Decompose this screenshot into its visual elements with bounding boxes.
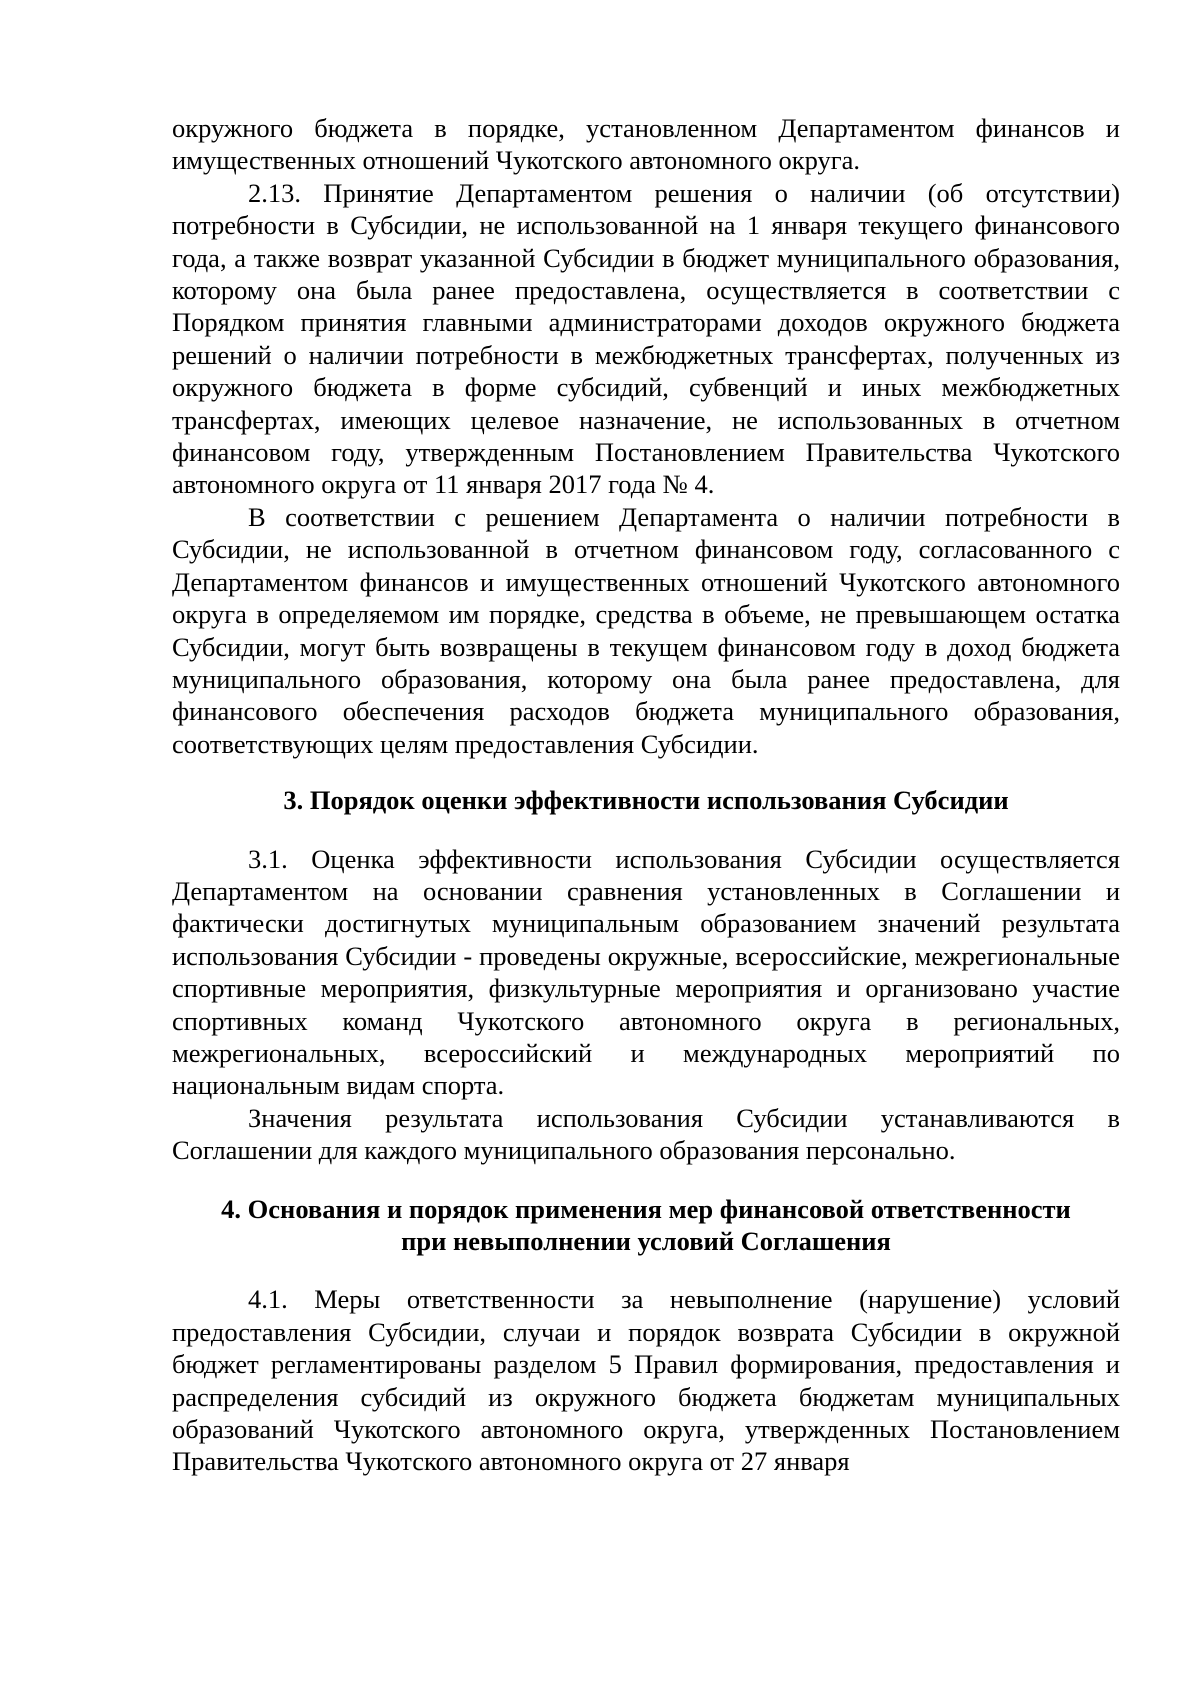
paragraph-values: Значения результата использования Субсидии устанавливаются в Соглашении для каждого муниципального образования персонально. [172,1102,1120,1166]
paragraph-2-13: 2.13. Принятие Департаментом решения о наличии (об отсутствии) потребности в Субсидии, не использованной на 1 января текущего финансового года, а также возврат указанной Субсидии в бюджет муниципального образования, которому она была ранее предоставлена, осуществляется в соответствии с Порядком принятия главными администраторами доходов окружного бюджета решений о наличии потребности в межбюджетных трансфертах, полученных из окружного бюджета в форме субсидий, субвенций и иных межбюджетных трансфертах, имеющих целевое назначение, не использованных в отчетном финансовом году, утвержденным Постановлением Правительства Чукотского автономного округа от 11 января 2017 года № 4. [172,177,1120,500]
paragraph-continuation: окружного бюджета в порядке, установленном Департаментом финансов и имущественных отношений Чукотского автономного округа. [172,113,1120,176]
section-heading-3: 3. Порядок оценки эффективности использования Субсидии [283,785,1009,816]
section-heading-4-line2: при невыполнении условий Соглашения [401,1226,891,1256]
section-heading-4 [172,1193,1120,1258]
section-heading-4-line1: 4. Основания и порядок применения мер финансовой ответственности [221,1193,1071,1224]
document-page [172,112,1120,1478]
paragraph-3-1: 3.1. Оценка эффективности использования Субсидии осуществляется Департаментом на основании сравнения установленных в Соглашении и фактически достигнутых муниципальным образованием значений результата использования Субсидии - проведены окружные, всероссийские, межрегиональные спортивные мероприятия, физкультурные мероприятия и организовано участие спортивных команд Чукотского автономного округа в региональных, межрегиональных, всероссийский и международных мероприятий по национальным видам спорта. [172,843,1120,1101]
paragraph-decision: В соответствии с решением Департамента о наличии потребности в Субсидии, не использованной в отчетном финансовом году, согласованного с Департаментом финансов и имущественных отношений Чукотского автономного округа в определяемом им порядке, средства в объеме, не превышающем остатка Субсидии, могут быть возвращены в текущем финансовом году в доход бюджета муниципального образования, которому она была ранее предоставлена, для финансового обеспечения расходов бюджета муниципального образования, соответствующих целям предоставления Субсидии. [172,501,1120,759]
paragraph-4-1: 4.1. Меры ответственности за невыполнение (нарушение) условий предоставления Субсидии, случаи и порядок возврата Субсидии в окружной бюджет регламентированы разделом 5 Правил формирования, предоставления и распределения субсидий из окружного бюджета бюджетам муниципальных образований Чукотского автономного округа, утвержденных Постановлением Правительства Чукотского автономного округа от 27 января [172,1284,1120,1477]
